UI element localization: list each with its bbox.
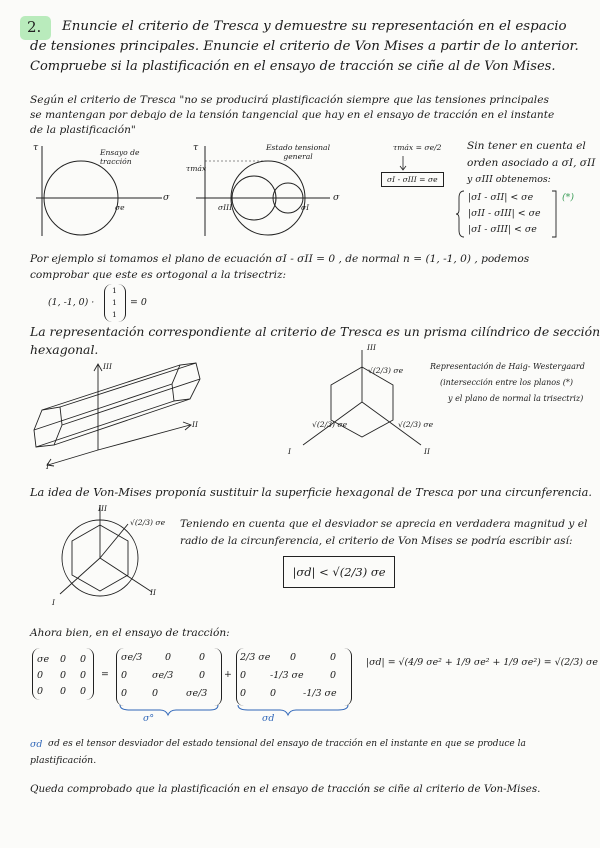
ms-23: 0	[199, 670, 206, 681]
md-31: 0	[240, 688, 247, 699]
ms-13: 0	[199, 652, 206, 663]
side-text-1: Sin tener en cuenta el	[467, 140, 586, 152]
ms-12: 0	[165, 652, 172, 663]
vector-c3: 1	[112, 310, 117, 319]
ms-22: σe/3	[152, 670, 174, 681]
ms-33: σe/3	[186, 688, 208, 699]
plus-sign: +	[224, 669, 232, 680]
ms-11: σe/3	[121, 652, 143, 663]
haigh-westergaard-hexagon	[295, 345, 430, 460]
condition-1: |σI - σII| < σe	[468, 192, 534, 203]
equals-sign: =	[101, 669, 109, 680]
prism-axis-I: I	[46, 462, 49, 471]
conclusion-1-line-1: σd es el tensor desviador del estado tensional del ensayo de tracción en el instante en que se produce la	[48, 739, 526, 749]
von-mises-text-2: radio de la circunferencia, el criterio de Von Mises se podría escribir así:	[180, 535, 573, 547]
diagram2-sigma: σ	[333, 192, 340, 203]
spherical-label: σ°	[143, 713, 155, 724]
ms-21: 0	[121, 670, 128, 681]
hex-axis-III: III	[367, 343, 376, 352]
plane-line-1: Por ejemplo si tomamos el plano de ecuación σI - σII = 0 , de normal n = (1, -1, 0) , podemos	[30, 253, 530, 265]
hexagonal-prism-diagram	[20, 355, 220, 470]
md-11: 2/3 σe	[240, 652, 271, 663]
conclusion-symbol: σd	[30, 739, 43, 750]
md-23: 0	[330, 670, 337, 681]
vector-c1: 1	[112, 286, 117, 295]
question-line-1: Enuncie el criterio de Tresca y demuestre su representación en el espacio	[62, 19, 567, 34]
question-line-2: de tensiones principales. Enuncie el criterio de Von Mises a partir de lo anterior.	[30, 39, 579, 54]
mt-12: 0	[60, 654, 67, 665]
diagram1-sigma: σ	[163, 192, 170, 203]
diagram1-title: Ensayo de tracción	[100, 148, 140, 166]
prism-axis-III: III	[103, 362, 112, 371]
mt-32: 0	[60, 686, 67, 697]
conditions-ref: (*)	[562, 192, 575, 203]
deviator-norm: |σd| = √(4/9 σe² + 1/9 σe² + 1/9 σe²) = √(2/3) σe	[366, 657, 598, 668]
conclusion-2: Queda comprobado que la plastificación en el ensayo de tracción se ciñe al criterio de Von-Mises.	[30, 783, 541, 795]
haigh-caption-1: Representación de Haig- Westergaard	[430, 362, 585, 371]
conditions-brace	[456, 190, 466, 238]
vector-c2: 1	[112, 298, 117, 307]
conclusion-1-line-2: plastificación.	[30, 755, 97, 766]
tresca-intro-1: Según el criterio de Tresca "no se producirá plastificación siempre que las tensiones principales	[30, 94, 549, 106]
von-mises-idea: La idea de Von-Mises proponía sustituir la superficie hexagonal de Tresca por una circunferencia.	[30, 486, 592, 499]
prism-line-2: hexagonal.	[30, 342, 99, 357]
prism-line-1: La representación correspondiente al criterio de Tresca es un prisma cilíndrico de sección	[30, 324, 600, 339]
diagram2-title: Estado tensional general	[265, 143, 331, 161]
mt-31: 0	[37, 686, 44, 697]
diagram2-tau-max: τmáx	[186, 164, 207, 173]
haigh-caption-2: (intersección entre los planos (*)	[440, 378, 574, 387]
mt-13: 0	[80, 654, 87, 665]
von-mises-text-1: Teniendo en cuenta que el desviador se aprecia en verdadera magnitud y el	[180, 518, 588, 530]
vm-axis-I: I	[52, 598, 55, 607]
side-text-2: orden asociado a σI, σII	[467, 157, 596, 169]
hex-label-top: √(2/3) σe	[368, 366, 404, 375]
md-21: 0	[240, 670, 247, 681]
von-mises-circle-diagram	[48, 500, 158, 605]
mt-21: 0	[37, 670, 44, 681]
prism-axis-II: II	[192, 420, 198, 429]
diagram2-sigma3: σIII	[218, 203, 233, 212]
traction-intro: Ahora bien, en el ensayo de tracción:	[30, 627, 230, 639]
diagram2-sigma1: σI	[301, 203, 310, 212]
plane-line-2: comprobar que este es ortogonal a la trisectriz:	[30, 269, 287, 281]
diagram2-tau: τ	[193, 142, 199, 153]
md-32: 0	[270, 688, 277, 699]
ms-32: 0	[152, 688, 159, 699]
deviator-label: σd	[262, 713, 275, 724]
ms-31: 0	[121, 688, 128, 699]
vm-axis-II: II	[150, 588, 156, 597]
dot-product-right: = 0	[130, 297, 147, 308]
condition-3: |σI - σIII| < σe	[468, 224, 537, 235]
tresca-formula-box: σI - σIII = σe	[381, 172, 444, 187]
side-text-3: y σIII obtenemos:	[467, 174, 551, 185]
mt-33: 0	[80, 686, 87, 697]
md-22: -1/3 σe	[270, 670, 304, 681]
mt-22: 0	[60, 670, 67, 681]
exercise-number-badge	[20, 16, 51, 40]
question-line-3: Compruebe si la plastificación en el ensayo de tracción se ciñe al de Von Mises.	[30, 59, 556, 74]
hex-label-right: √(2/3) σe	[398, 420, 434, 429]
tresca-intro-2: se mantengan por debajo de la tensión tangencial que hay en el ensayo de tracción en el instante	[30, 109, 555, 121]
formula-arrow	[398, 156, 408, 172]
exercise-number: 2.	[27, 18, 42, 36]
tresca-intro-3: de la plastificación"	[30, 124, 136, 136]
haigh-caption-3: y el plano de normal la trisectriz)	[448, 394, 584, 403]
mt-23: 0	[80, 670, 87, 681]
md-33: -1/3 σe	[303, 688, 337, 699]
diagram1-tau: τ	[33, 142, 39, 153]
vm-radius-label: √(2/3) σe	[130, 518, 166, 527]
md-13: 0	[330, 652, 337, 663]
conditions-bracket	[552, 190, 560, 238]
condition-2: |σII - σIII| < σe	[468, 208, 541, 219]
vm-axis-III: III	[98, 504, 107, 513]
dot-product-left: (1, -1, 0) ·	[48, 297, 95, 308]
md-12: 0	[290, 652, 297, 663]
mt-11: σe	[37, 654, 50, 665]
tau-max-formula: τmáx = σe/2	[393, 143, 442, 152]
hex-axis-II: II	[424, 447, 430, 456]
hex-axis-I: I	[288, 447, 291, 456]
von-mises-criterion: |σd| < √(2/3) σe	[283, 556, 395, 588]
diagram1-sigma-e: σe	[115, 203, 125, 212]
hex-label-left: √(2/3) σe	[312, 420, 348, 429]
